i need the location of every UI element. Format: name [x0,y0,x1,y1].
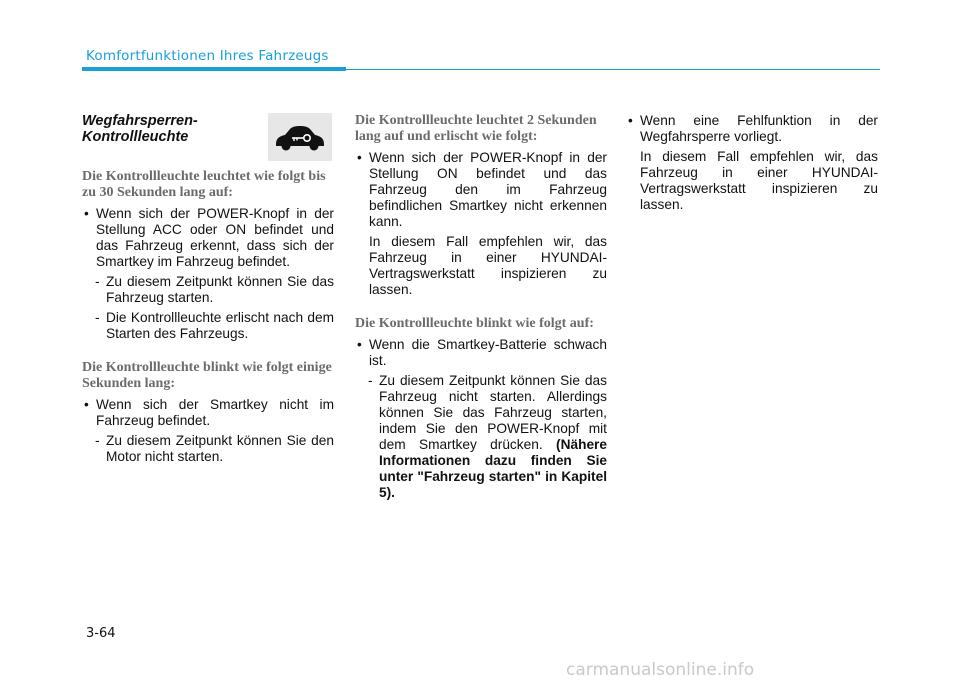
column-1 [82,113,334,469]
section-title-block [82,113,334,169]
heading-blinks: Die Kontrollleuchte blinkt wie folgt auf: [355,316,594,331]
dash-text: Zu diesem Zeitpunkt können Sie den Motor nicht starten. [106,433,334,464]
section-title-line1: Wegfahrsperren- [82,113,198,129]
dash-marker: - [95,433,100,448]
dash-text: Die Kontrollleuchte erlischt nach dem Starten des Fahrzeugs. [106,310,334,341]
heading-lights-30s: Die Kontrollleuchte leuchtet wie folgt bis zu 30 Sekunden lang auf: [82,169,326,200]
dash-text: Zu diesem Zeitpunkt können Sie das Fahrzeug nicht starten. Allerdings können Sie das Fahrzeug starten, indem Sie den POWER-Knopf mit dem Smartkey drücken. [379,373,607,452]
dash-marker: - [95,310,100,325]
dash-cannot-start-vehicle [355,373,607,501]
heading-lights-2s: Die Kontrollleuchte leuchtet 2 Sekunden lang auf und erlischt wie folgt: [355,113,597,144]
chapter-rule-thick [82,67,346,71]
dash-cannot-start-engine [82,433,334,465]
column-2 [355,113,607,505]
heading-blinks-seconds: Die Kontrollleuchte blinkt wie folgt einige Sekunden lang: [82,360,332,391]
watermark: carmanualsonline.info [566,660,755,680]
page-number: 3-64 [86,626,116,641]
dash-marker: - [368,373,373,388]
chapter-title: Komfortfunktionen Ihres Fahrzeugs [86,48,329,64]
para-recommend-inspection: In diesem Fall empfehlen wir, das Fahrzeug in einer HYUNDAI-Vertragswerkstatt inspizieren zu lassen. [369,234,607,297]
dash-can-start [82,274,334,306]
bullet-battery-low: • Wenn die Smartkey-Batterie schwach ist. [355,337,607,369]
bullet-smartkey-absent: • Wenn sich der Smartkey nicht im Fahrzeug befindet. [82,397,334,429]
bullet-power-acc-on: • Wenn sich der POWER-Knopf in der Stellung ACC oder ON befindet und das Fahrzeug erkennt, dass sich der Smartkey im Fahrzeug befindet. [82,206,334,270]
para-recommend-inspection: In diesem Fall empfehlen wir, das Fahrzeug in einer HYUNDAI-Vertragswerkstatt inspizieren zu lassen. [640,149,878,212]
dash-text: Zu diesem Zeitpunkt können Sie das Fahrzeug starten. [106,274,334,305]
chapter-reference: (Nähere Informationen dazu finden Sie unter "Fahrzeug starten" in Kapitel 5). [379,437,607,500]
car-key-icon [268,113,332,161]
bullet-immobilizer-fault: • Wenn eine Fehlfunktion in der Wegfahrsperre vorliegt. [626,113,878,145]
dash-marker: - [95,274,100,289]
bullet-smartkey-not-detected: • Wenn sich der POWER-Knopf in der Stellung ON befindet und das Fahrzeug den im Fahrzeug befindlichen Smartkey nicht erkennen kann. [355,150,607,230]
dash-light-off [82,310,334,342]
column-3 [626,113,878,217]
section-title-line2: Kontrollleuchte [82,129,189,145]
chapter-rule-thin [346,69,880,70]
